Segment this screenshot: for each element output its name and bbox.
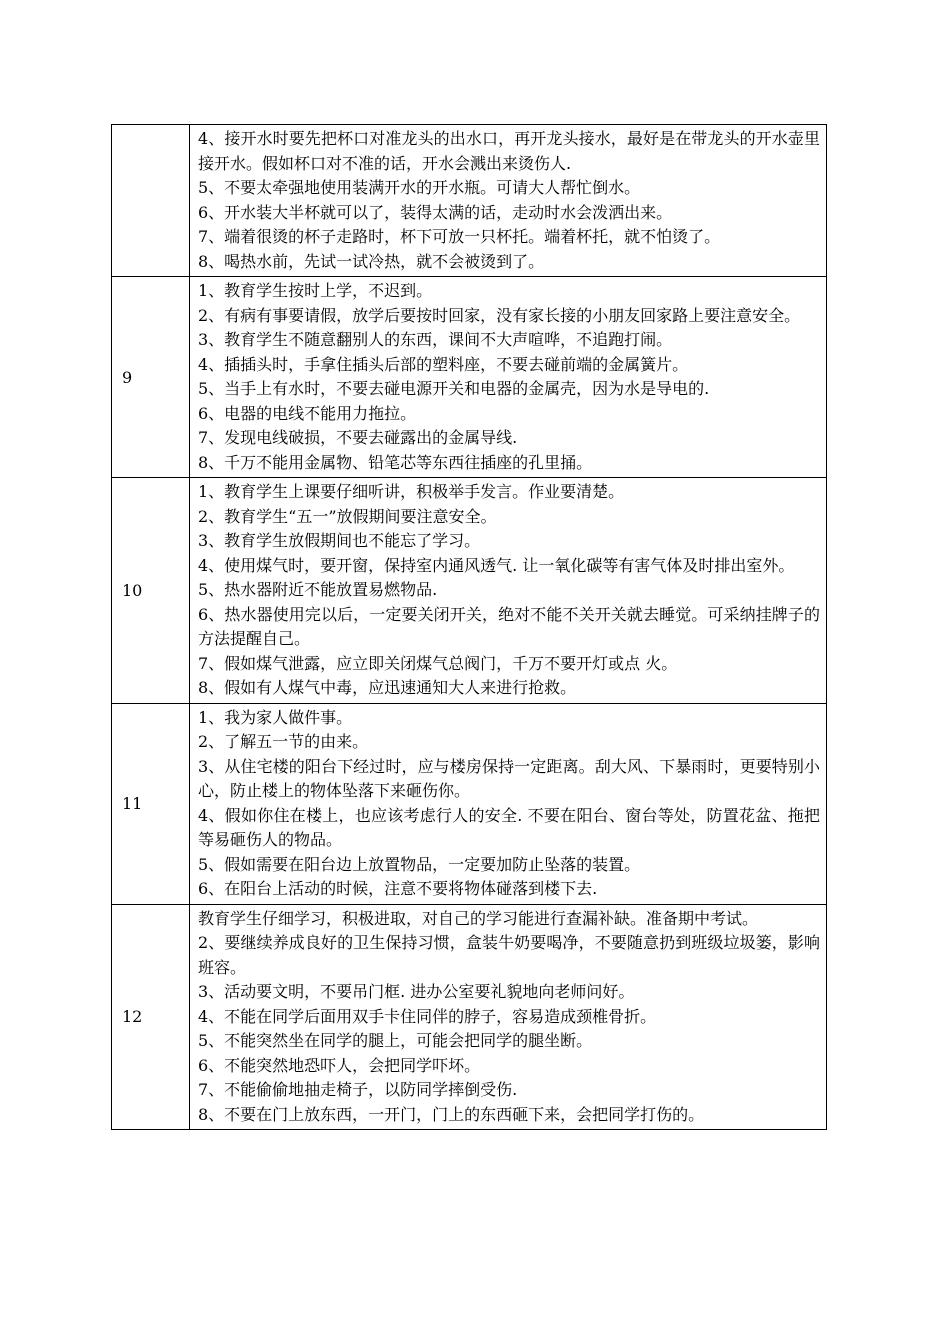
content-line: 4、插插头时，手拿住插头后部的塑料座，不要去碰前端的金属簧片。: [198, 354, 689, 374]
content-line: 4、使用煤气时，要开窗，保持室内通风透气. 让一氧化碳等有害气体及时排出室外。: [198, 555, 795, 575]
content-cell: [190, 904, 827, 1130]
content-line: 4、假如你住在楼上，也应该考虑行人的安全. 不要在阳台、窗台等处，防置花盆、拖把等易砸伤人的物品。: [198, 805, 820, 849]
safety-education-table: [111, 124, 827, 1130]
content-line: 4、不能在同学后面用双手卡住同伴的脖子，容易造成颈椎骨折。: [198, 1006, 657, 1026]
content-line: 7、端着很烫的杯子走路时，杯下可放一只杯托。端着杯托，就不怕烫了。: [198, 227, 721, 246]
week-number-cell: 11: [112, 703, 190, 904]
content-line: 5、不要太牵强地使用装满开水的开水瓶。可请大人帮忙倒水。: [198, 178, 641, 197]
table-row: [112, 478, 827, 704]
content-line: 6、开水装大半杯就可以了，装得太满的话，走动时水会泼洒出来。: [198, 202, 673, 222]
content-line: 8、喝热水前，先试一试冷热，就不会被烫到了。: [198, 251, 545, 271]
table-row: [112, 703, 827, 904]
content-line: 8、千万不能用金属物、铅笔芯等东西往插座的孔里捅。: [198, 452, 593, 472]
content-line: 5、假如需要在阳台边上放置物品，一定要加防止坠落的装置。: [198, 854, 641, 874]
content-cell: [190, 277, 827, 478]
content-line: 7、假如煤气泄露，应立即关闭煤气总阀门，千万不要开灯或点 火。: [198, 653, 678, 673]
content-line: 3、教育学生放假期间也不能忘了学习。: [198, 531, 481, 550]
content-line: 7、不能偷偷地抽走椅子，以防同学摔倒受伤.: [198, 1080, 518, 1099]
table-row: [112, 904, 827, 1130]
table-row: [112, 125, 827, 277]
content-line: 6、在阳台上活动的时候，注意不要将物体碰落到楼下去.: [198, 879, 598, 898]
content-line: 2、了解五一节的由来。: [198, 732, 369, 751]
content-line: 5、热水器附近不能放置易燃物品.: [198, 580, 438, 599]
content-line: 4、接开水时要先把杯口对准龙头的出水口，再开龙头接水，最好是在带龙头的开水壶里接开水。假如杯口对不准的话，开水会溅出来烫伤人.: [198, 129, 820, 173]
content-line: 2、教育学生“五一”放假期间要注意安全。: [198, 506, 497, 526]
content-line: 8、假如有人煤气中毒，应迅速通知大人来进行抢救。: [198, 678, 577, 697]
content-line: 5、不能突然坐在同学的腿上，可能会把同学的腿坐断。: [198, 1031, 593, 1050]
week-number-cell: 10: [112, 478, 190, 704]
week-number-cell: 9: [112, 277, 190, 478]
content-line: 3、活动要文明，不要吊门框. 进办公室要礼貌地向老师问好。: [198, 982, 635, 1001]
content-line: 1、教育学生上课要仔细听讲，积极举手发言。作业要清楚。: [198, 482, 625, 501]
content-line: 教育学生仔细学习，积极进取，对自己的学习能进行查漏补缺。准备期中考试。: [198, 908, 759, 928]
content-line: 6、电器的电线不能用力拖拉。: [198, 403, 417, 423]
content-line: 1、教育学生按时上学，不迟到。: [198, 281, 433, 300]
week-number-cell: [112, 125, 190, 277]
content-cell: [190, 125, 827, 277]
week-number-cell: 12: [112, 904, 190, 1130]
content-line: 5、当手上有水时，不要去碰电源开关和电器的金属壳，因为水是导电的.: [198, 379, 710, 398]
content-line: 2、有病有事要请假，放学后要按时回家，没有家长接的小朋友回家路上要注意安全。: [198, 305, 801, 325]
content-line: 3、从住宅楼的阳台下经过时，应与楼房保持一定距离。刮大风、下暴雨时，更要特别小心，防止楼上的物体坠落下来砸伤你。: [198, 756, 820, 800]
content-line: 3、教育学生不随意翻别人的东西，课间不大声喧哗，不追跑打闹。: [198, 330, 673, 349]
content-line: 8、不要在门上放东西，一开门，门上的东西砸下来，会把同学打伤的。: [198, 1104, 705, 1124]
content-line: 7、发现电线破损，不要去碰露出的金属导线.: [198, 428, 518, 447]
table-row: [112, 277, 827, 478]
content-cell: [190, 478, 827, 704]
content-line: 2、要继续养成良好的卫生保持习惯，盒装牛奶要喝净，不要随意扔到班级垃圾篓，影响班容。: [198, 933, 820, 977]
content-line: 6、热水器使用完以后，一定要关闭开关，绝对不能不关开关就去睡觉。可采纳挂牌子的方法提醒自己。: [198, 604, 820, 648]
content-line: 6、不能突然地恐吓人，会把同学吓坏。: [198, 1055, 481, 1075]
content-line: 1、我为家人做件事。: [198, 707, 353, 727]
content-cell: [190, 703, 827, 904]
